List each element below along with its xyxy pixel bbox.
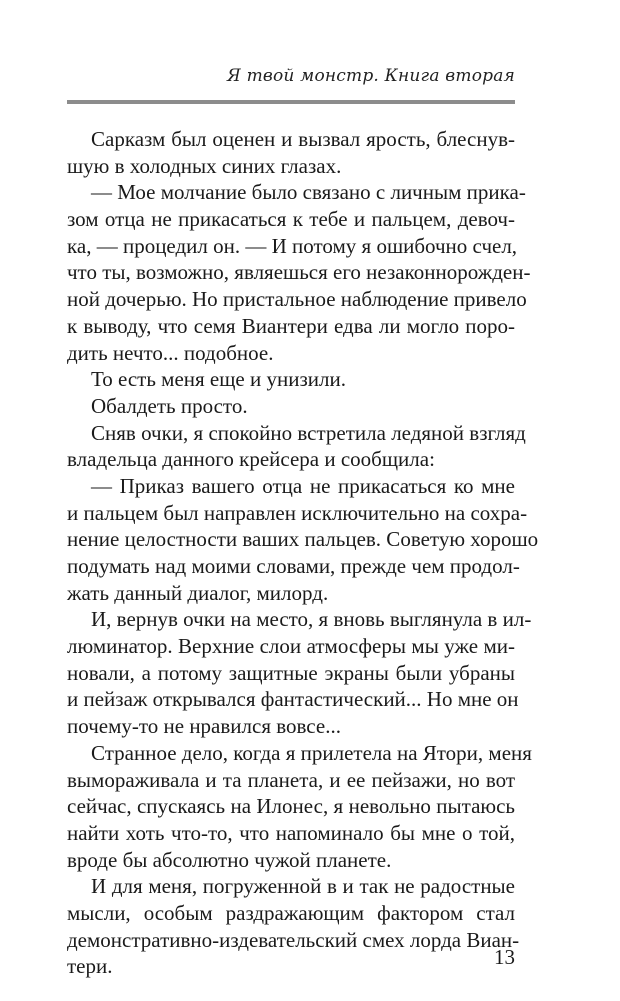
text-line: что ты, возможно, являешься его незаконнорожден- [67, 260, 531, 285]
header-rule [67, 100, 515, 104]
paragraph [67, 873, 520, 980]
paragraph [67, 420, 526, 473]
text-line: То есть меня еще и унизили. [91, 367, 346, 392]
text-line: И, вернув очки на место, я вновь выглянула в ил- [91, 607, 532, 632]
text-line: владельца данного крейсера и сообщила: [67, 447, 435, 472]
text-line: и пальцем был направлен исключительно на сохра- [67, 500, 528, 525]
text-line: зом отца не прикасаться к тебе и пальцем, девоч- [67, 207, 515, 232]
text-line: Обалдеть просто. [91, 393, 248, 418]
text-line: Сняв очки, я спокойно встретила ледяной взгляд [91, 420, 526, 445]
text-line: — Приказ вашего отца не прикасаться ко мне [91, 473, 515, 498]
text-line: вроде бы абсолютно чужой планете. [67, 847, 392, 872]
paragraph [67, 473, 539, 606]
text-line: почему-то не нравился вовсе... [67, 714, 341, 739]
text-line: сейчас, спускаясь на Илонес, я невольно пытаюсь [67, 794, 515, 819]
paragraph [67, 393, 515, 420]
text-line: Странное дело, когда я прилетела на Ятори, меня [91, 740, 532, 765]
text-line: нение целостности ваших пальцев. Советую хорошо [67, 527, 539, 552]
text-line: И для меня, погруженной в и так не радостные [91, 874, 515, 899]
paragraph [67, 366, 515, 393]
page-number: 13 [494, 945, 515, 969]
paragraph [67, 606, 532, 739]
text-line: подумать над моими словами, прежде чем продол- [67, 554, 520, 578]
paragraph [67, 179, 531, 366]
text-line: ной дочерью. Но пристальное наблюдение привело [67, 287, 527, 312]
text-line: люминатор. Верхние слои атмосферы мы уже ми- [67, 634, 515, 659]
text-line: новали, а потому защитные экраны были убраны [67, 660, 515, 685]
running-head-title: Я твой монстр. Книга вторая [227, 66, 515, 86]
text-line: жать данный диалог, милорд. [67, 580, 329, 605]
text-line: тери. [67, 954, 113, 979]
text-line: дить нечто... подобное. [67, 340, 274, 365]
text-line: к выводу, что семя Виантери едва ли могло поро- [67, 313, 515, 338]
paragraph [67, 740, 532, 873]
paragraph [67, 126, 515, 179]
text-line: найти хоть что-то, что напоминало бы мне о той, [67, 820, 515, 845]
text-line: ка, — процедил он. — И потому я ошибочно счел, [67, 233, 518, 258]
text-line: и пейзаж открывался фантастический... Но мне он [67, 687, 519, 712]
text-line: вымораживала и та планета, и ее пейзажи, но вот [67, 767, 515, 792]
text-line: демонстративно-издевательский смех лорда Виан- [67, 927, 520, 952]
text-line: Сарказм был оценен и вызвал ярость, блеснув- [91, 127, 515, 151]
text-line: шую в холодных синих глазах. [67, 153, 342, 178]
text-line: мысли, особым раздражающим фактором стал [67, 900, 515, 925]
body-text [67, 126, 539, 980]
text-line: — Мое молчание было связано с личным прика- [91, 180, 526, 205]
